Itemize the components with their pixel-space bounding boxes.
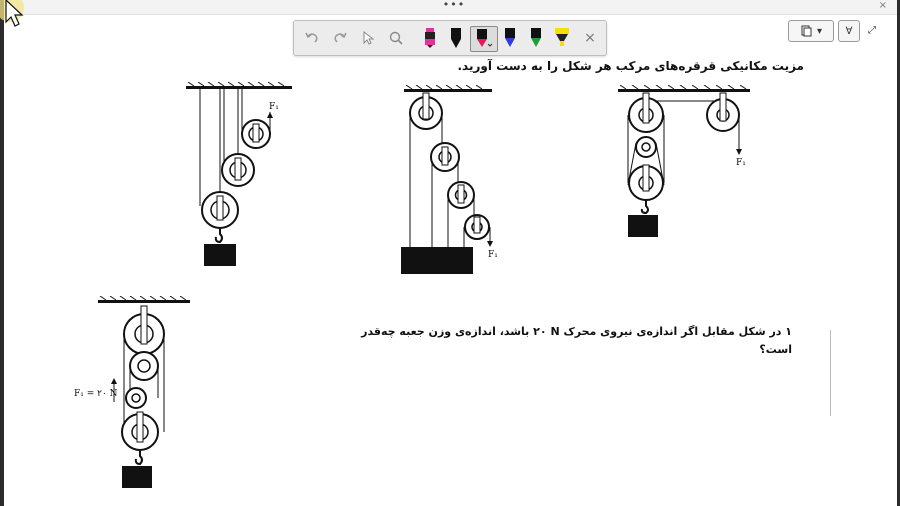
ink-toolbar (293, 20, 607, 56)
fig1-force-label: F₁ (269, 102, 279, 112)
window-close-button[interactable]: × (878, 0, 887, 11)
redo-icon (332, 30, 348, 46)
pen-red-icon (474, 28, 494, 50)
fig3-force-label: F₁ (736, 158, 746, 168)
lasso-icon (388, 30, 404, 46)
expand-button[interactable]: ⤢ (868, 24, 876, 36)
highlighter-yellow-icon (554, 27, 570, 49)
fig4-force-label: F₁ = ٢٠ N (74, 389, 118, 399)
filter-button[interactable]: ∀ (838, 20, 860, 42)
pen-blue-button[interactable] (498, 26, 522, 50)
pen-black-icon (449, 27, 463, 49)
pen-green-icon (529, 27, 543, 49)
pen-red-button[interactable] (470, 26, 498, 52)
pulley-figure-2 (396, 85, 506, 280)
toolbar-close-button[interactable]: × (584, 30, 596, 46)
pen-green-button[interactable] (524, 26, 548, 50)
page-icon (800, 25, 812, 37)
undo-icon (304, 30, 320, 46)
pulley-figure-1 (180, 82, 300, 274)
exercise-heading: مزیت مکانیکی قرقره‌های مرکب هر شکل را به دست آورید. (457, 59, 804, 73)
question-text: ١ در شکل مقابل اگر اندازه‌ی نیروی محرک N ٢٠ باشد، اندازه‌ی وزن جعبه چه‌قدر است؟ (361, 325, 792, 356)
page-view-dropdown[interactable] (788, 20, 834, 42)
pulley-figure-4 (70, 296, 200, 496)
pen-magenta-button[interactable] (418, 26, 442, 50)
lasso-button[interactable] (384, 26, 408, 50)
pen-magenta-icon (423, 27, 437, 49)
mouse-cursor-icon (0, 0, 40, 32)
pulley-figure-3 (612, 85, 762, 245)
pen-blue-icon (503, 27, 517, 49)
select-button[interactable] (356, 26, 380, 50)
pen-black-button[interactable] (444, 26, 468, 50)
highlighter-yellow-button[interactable] (550, 26, 574, 50)
fig2-force-label: F₁ (488, 250, 498, 260)
undo-button[interactable] (300, 26, 324, 50)
select-pointer-icon (360, 30, 376, 46)
margin-line (830, 330, 831, 416)
window-title-bar[interactable] (4, 0, 897, 15)
drag-handle[interactable]: ••• (442, 0, 466, 11)
window-left-edge (0, 0, 4, 506)
redo-button[interactable] (328, 26, 352, 50)
chevron-down-icon: ▾ (816, 25, 823, 37)
